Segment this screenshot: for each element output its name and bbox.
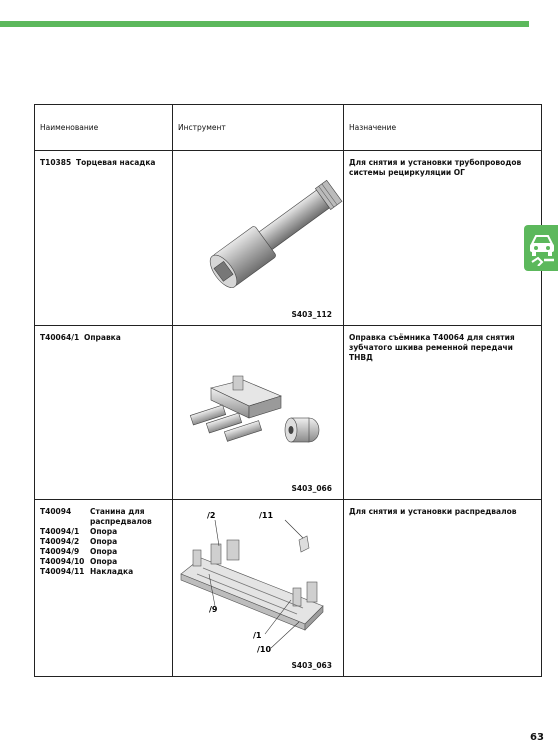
tool-name: Торцевая насадка bbox=[76, 158, 156, 167]
section-side-tab bbox=[524, 225, 558, 271]
part-code: T40094/1 bbox=[40, 527, 80, 536]
part-code: T40094 bbox=[40, 507, 72, 516]
part-name: Опора bbox=[90, 527, 118, 536]
figure-code: S403_066 bbox=[291, 484, 332, 493]
part-code: T40094/9 bbox=[40, 547, 80, 556]
part-code: T40094/11 bbox=[40, 567, 85, 576]
header-tool: Инструмент bbox=[173, 105, 344, 151]
purpose-cell bbox=[344, 151, 542, 326]
car-service-icon bbox=[528, 230, 556, 266]
part-name: Накладка bbox=[90, 567, 134, 576]
purpose-cell bbox=[344, 500, 542, 677]
part-name: Опора bbox=[90, 537, 118, 546]
callout-label: /1 bbox=[253, 631, 262, 640]
tool-illustration-cell bbox=[173, 326, 344, 500]
tool-name-cell bbox=[35, 151, 173, 326]
tool-name: Оправка bbox=[83, 333, 121, 342]
purpose-text: Для снятия и установки трубопроводов системы рециркуляции ОГ bbox=[349, 158, 522, 177]
part-name: Станина для распредвалов bbox=[90, 507, 152, 526]
top-accent-bar bbox=[0, 21, 529, 27]
page-number: 63 bbox=[530, 732, 544, 743]
part-code: T40094/10 bbox=[40, 557, 85, 566]
table-row bbox=[35, 500, 542, 677]
special-tools-table bbox=[34, 104, 542, 677]
tool-illustration-cell bbox=[173, 151, 344, 326]
part-code: T40094/2 bbox=[40, 537, 80, 546]
figure-code: S403_063 bbox=[291, 661, 332, 670]
callout-label: /10 bbox=[257, 645, 272, 654]
tool-illustration-cell bbox=[173, 500, 344, 677]
tool-parts-list bbox=[35, 500, 172, 577]
table-row bbox=[35, 326, 542, 500]
purpose-text: Оправка съёмника T40064 для снятия зубчатого шкива ременной передачи ТНВД bbox=[349, 333, 515, 362]
callout-label: /2 bbox=[207, 511, 216, 520]
tool-code: T10385 bbox=[40, 158, 72, 167]
puller-mandrel-illustration bbox=[173, 326, 344, 499]
tool-code: T40064/1 bbox=[40, 333, 80, 342]
part-name: Опора bbox=[90, 547, 118, 556]
figure-code: S403_112 bbox=[291, 310, 332, 319]
camshaft-fixture-illustration bbox=[173, 500, 344, 676]
part-name: Опора bbox=[90, 557, 118, 566]
purpose-text: Для снятия и установки распредвалов bbox=[349, 507, 517, 516]
purpose-cell bbox=[344, 326, 542, 500]
header-name: Наименование bbox=[35, 105, 173, 151]
table-header-row bbox=[35, 105, 542, 151]
socket-wrench-illustration bbox=[173, 151, 344, 325]
callout-label: /11 bbox=[259, 511, 274, 520]
callout-label: /9 bbox=[209, 605, 218, 614]
tool-name-cell bbox=[35, 326, 173, 500]
table-row bbox=[35, 151, 542, 326]
tool-name-cell bbox=[35, 500, 173, 677]
header-purpose: Назначение bbox=[344, 105, 542, 151]
